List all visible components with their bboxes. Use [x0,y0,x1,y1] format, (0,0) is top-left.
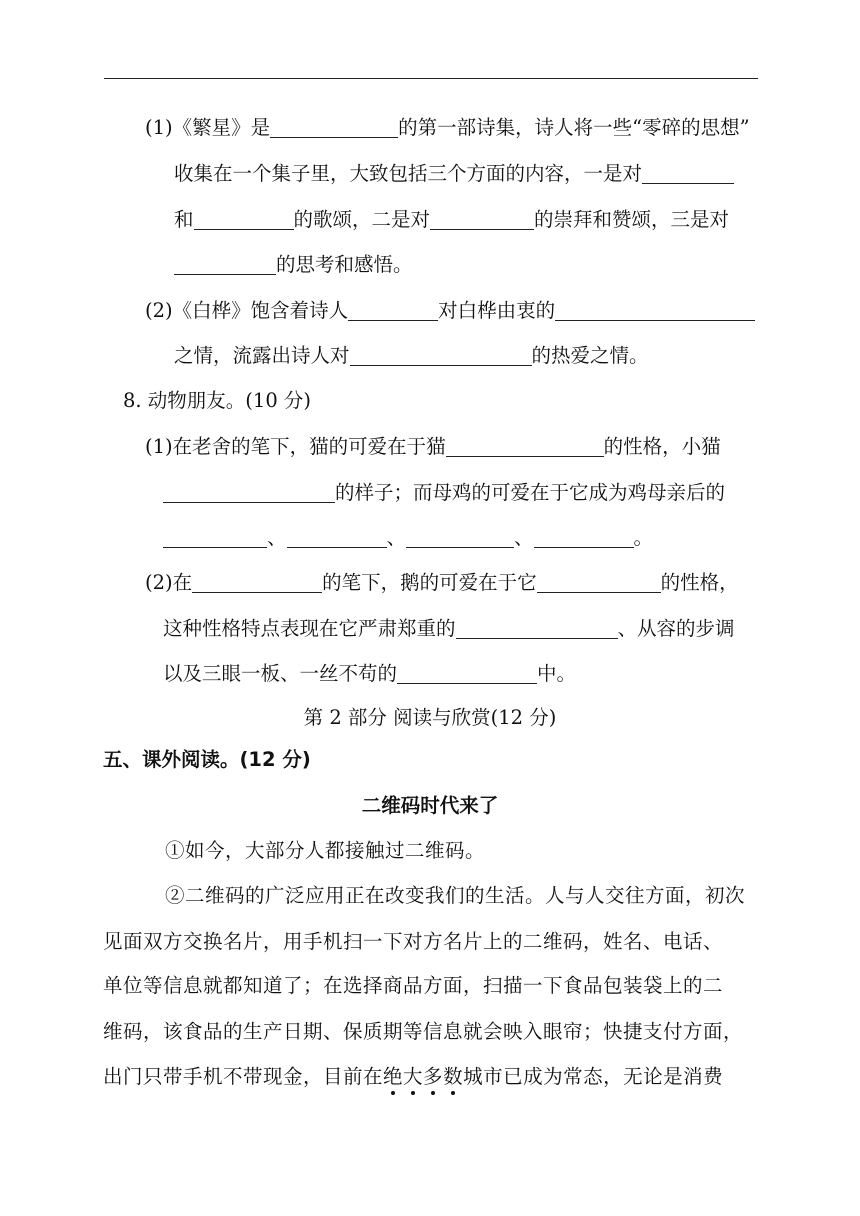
q7-p1-text-e: 的歌颂，二是对 [293,208,431,231]
q8-p2-text-a: (2)在 [145,571,193,594]
q7-p2-line1 [145,297,755,325]
q8-p1-line1 [145,433,721,461]
article-text: 城市已成为常态，无论是消费 [463,1065,724,1088]
q7-p2-line2 [174,342,649,370]
emphasis-char: 多 [423,1065,443,1088]
answer-blank[interactable] [642,163,734,184]
article-paragraph-1: ①如今，大部分人都接触过二维码。 [165,839,486,862]
separator: 、 [386,526,407,549]
q8-p1-line3 [163,524,653,552]
q8-heading: 8. 动物朋友。(10 分) [123,389,312,412]
q8-p2-line2 [163,615,735,643]
q8-p2-line1 [145,569,739,597]
article-p2-line5 [103,1063,723,1091]
answer-blank[interactable] [397,663,537,684]
answer-blank[interactable] [555,300,755,321]
answer-blank[interactable] [192,572,322,593]
q8-p2-line3 [163,660,576,688]
separator: 、 [514,526,534,549]
article-title: 二维码时代来了 [361,794,499,817]
q7-p1-line3 [174,206,729,234]
q7-p2-text-b: 对白桦由衷的 [438,299,556,322]
emphasis-char: 数 [443,1065,463,1088]
q8-p2-text-b: 的笔下，鹅的可爱在于它 [322,571,537,594]
section5-heading: 五、课外阅读。(12 分) [103,748,311,771]
part2-heading: 第 2 部分 阅读与欣赏(12 分) [303,706,557,729]
answer-blank[interactable] [537,572,661,593]
q7-p2-text-d: 的热爱之情。 [531,344,649,367]
answer-blank[interactable] [446,436,604,457]
answer-blank[interactable] [348,300,438,321]
q8-p1-line2 [163,479,725,507]
answer-blank[interactable] [270,117,398,138]
answer-blank[interactable] [287,527,387,548]
answer-blank[interactable] [456,618,618,639]
header-rule [104,78,758,79]
period: 。 [633,526,654,549]
q7-p1-text-b: 的第一部诗集，诗人将一些“零碎的思想” [398,116,750,139]
answer-blank[interactable] [430,209,534,230]
q8-p2-text-d: 这种性格特点表现在它严肃郑重的 [163,617,456,640]
q7-p1-line1 [145,114,750,142]
q7-p1-text-c: 收集在一个集子里，大致包括三个方面的内容，一是对 [174,162,643,185]
article-p2-line4: 维码，该食品的生产日期、保质期等信息就会映入眼帘；快捷支付方面， [103,1020,744,1043]
answer-blank[interactable] [174,254,276,275]
q7-p2-text-c: 之情，流露出诗人对 [174,344,350,367]
emphasis-char: 大 [403,1065,423,1088]
q8-p1-text-b: 的性格，小猫 [603,435,721,458]
emphasis-dot [451,1091,455,1095]
q7-p1-text-d: 和 [174,208,194,231]
answer-blank[interactable] [534,527,634,548]
q8-p2-text-c: 的性格， [660,571,739,594]
article-p2-line2: 见面双方交换名片，用手机扫一下对方名片上的二维码，姓名、电话、 [103,930,724,953]
emphasis-dot [391,1091,395,1095]
separator: 、 [267,526,287,549]
article-text: 出门只带手机不带现金，目前在 [103,1065,384,1088]
answer-blank[interactable] [350,345,532,366]
emphasis-dot [411,1091,415,1095]
answer-blank[interactable] [406,527,514,548]
answer-blank[interactable] [163,527,267,548]
q8-p1-text-a: (1)在老舍的笔下，猫的可爱在于猫 [145,435,446,458]
q7-p2-text-a: (2)《白桦》饱含着诗人 [145,299,349,322]
article-p2-line1: ②二维码的广泛应用正在改变我们的生活。人与人交往方面，初次 [165,884,746,907]
q7-p1-line2 [174,160,734,188]
q8-p2-text-e: 、从容的步调 [617,617,735,640]
q8-p2-text-g: 中。 [537,662,577,685]
article-p2-line3: 单位等信息就都知道了；在选择商品方面，扫描一下食品包装袋上的二 [103,974,724,997]
q7-p1-text-g: 的思考和感悟。 [276,253,413,276]
answer-blank[interactable] [194,209,294,230]
q7-p1-text-a: (1)《繁星》是 [145,116,271,139]
q8-p2-text-f: 以及三眼一板、一丝不苟的 [163,662,398,685]
q8-p1-text-c: 的样子；而母鸡的可爱在于它成为鸡母亲后的 [335,481,726,504]
q7-p1-text-f: 的崇拜和赞颂，三是对 [534,208,730,231]
q7-p1-line4 [174,251,413,279]
answer-blank[interactable] [163,482,335,503]
emphasis-dot [431,1091,435,1095]
emphasis-char: 绝 [383,1065,403,1088]
